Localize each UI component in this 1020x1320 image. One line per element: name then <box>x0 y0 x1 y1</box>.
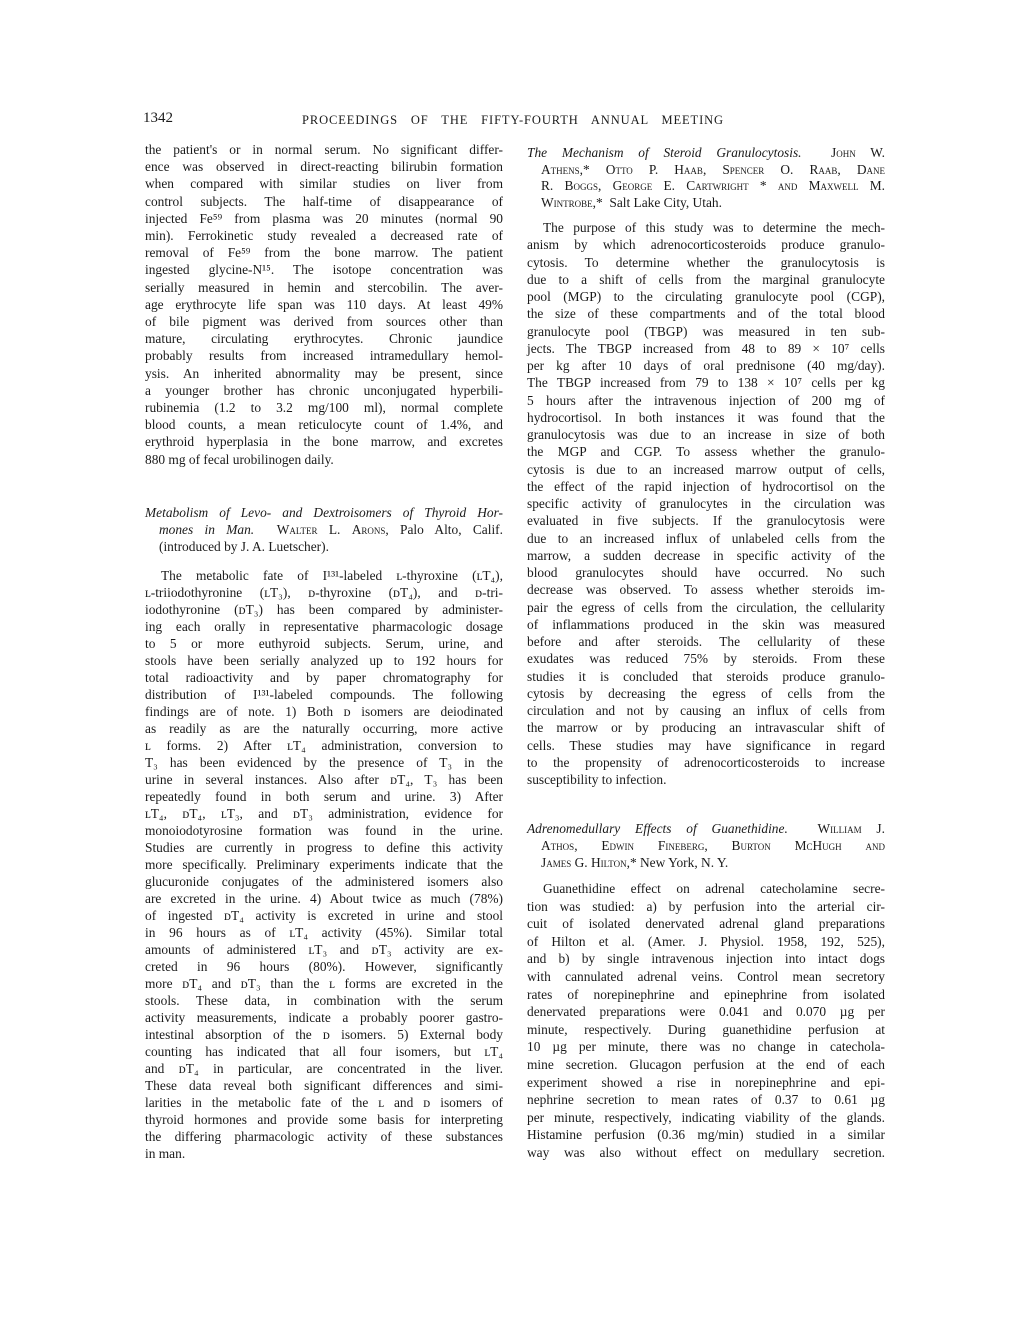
heading-text <box>788 821 818 836</box>
text-line: studies it is concluded that steroids produce granulo- <box>527 668 885 684</box>
text-line: before and after steroids. The cellularity of these <box>527 634 885 649</box>
text-line: per kg after 10 days of oral prednisone (40 mg/day). <box>527 358 885 373</box>
text-line: activity measurements, indicate a probably poorer gastro- <box>145 1010 503 1025</box>
text-line: thyroid hormones and provide some basis for interpreting <box>145 1112 503 1127</box>
running-head: PROCEEDINGS OF THE FIFTY-FOURTH ANNUAL MEETING <box>302 113 724 127</box>
text-line: jects. The TBGP increased from 48 to 89 × 10⁷ cells <box>527 340 885 356</box>
text-line: monoiodotyrosine formation was found in the urine. <box>145 823 503 838</box>
heading-text: L. <box>317 522 352 538</box>
heading-text: ,* <box>579 161 606 177</box>
text-line: to 5 or more euthyroid subjects. Serum, urine, and <box>145 636 503 651</box>
abstract-body-thyroid <box>145 567 503 1162</box>
text-line: cytosis. To determine whether the granulocytosis is <box>527 254 885 270</box>
text-line: ingested glycine-N¹⁵. The isotope concentration was <box>145 262 503 278</box>
abstract-title: The Mechanism of Steroid Granulocytosis. <box>527 145 802 160</box>
abstract-title: Adrenomedullary Effects of Guanethidine. <box>527 821 788 836</box>
text-line: Studies are currently in progress to define this activity <box>145 840 503 855</box>
text-line: more ᴅT₄ and ᴅT₃ than the ʟ forms are excreted in the <box>145 976 503 991</box>
text-line: These data reveal both significant differences and simi- <box>145 1078 503 1093</box>
text-line: cytosis is due to an increased marrow output of cells, <box>527 461 885 477</box>
text-line: in 96 hours as of ʟT₄ activity (45%). Similar total <box>145 925 503 940</box>
text-line: exudates was reduced 75% by steroids. From these <box>527 651 885 667</box>
text-line: serially measured in hemin and stercobilin. The aver- <box>145 279 503 295</box>
text-line: age erythrocyte life span was 110 days. At least 49% <box>145 296 503 312</box>
text-line: hydrocortisol. In both instances it was found that the <box>527 409 885 425</box>
text-line: injected Fe⁵⁹ from plasma was 20 minutes (normal 90 <box>145 210 503 226</box>
text-line: 5 hours after the intravenous injection of 200 mg of <box>527 392 885 408</box>
text-line: repeatedly found in both serum and urine. 3) After <box>145 789 503 804</box>
heading-text: M. <box>858 178 885 194</box>
heading-text: , <box>597 178 613 194</box>
heading-text: ,* Salt Lake City, Utah. <box>592 195 722 211</box>
abstract-body-granulocytosis <box>527 219 885 788</box>
text-line: the MGP and CGP. To assess whether the granulo- <box>527 444 885 460</box>
text-line: erythroid hyperplasia in the bone marrow, and excretes <box>145 434 503 450</box>
heading-text: , <box>837 161 857 177</box>
text-line: circulation and not by causing an influx of cells from <box>527 703 885 718</box>
text-line: granulocytosis was due to an increase in size of both <box>527 427 885 442</box>
text-line: due to a shift of cells from the marginal granulocyte <box>527 271 885 287</box>
text-line: way was also without effect on medullary secretion. <box>527 1144 885 1160</box>
heading-text: O. <box>764 161 810 177</box>
heading-line <box>145 521 503 538</box>
heading-text <box>254 522 277 537</box>
text-line: control subjects. The half-time of disappearance of <box>145 193 503 209</box>
author-name: Cartwright <box>686 178 749 194</box>
text-line: when compared with similar studies on liver from <box>145 176 503 192</box>
text-line: and b) by single intravenous injection into intact dogs <box>527 951 885 967</box>
text-line: intestinal absorption of the ᴅ isomers. 5) External body <box>145 1027 503 1042</box>
text-line: pool (MGP) to the circulating granulocyte pool (CGP), <box>527 289 885 304</box>
heading-line <box>527 162 885 179</box>
text-line: blood counts, a mean reticulocyte count of 1.4%, and <box>145 417 503 433</box>
text-line: in man. <box>145 1146 186 1161</box>
text-line: urine in several instances. Also after ᴅT₄, T₃ has been <box>145 772 503 787</box>
text-line: The metabolic fate of I¹³¹-labeled ʟ-thyroxine (ʟT₄), <box>161 568 503 583</box>
heading-text: , <box>704 838 732 853</box>
text-line: mine secretion. Glucagon perfusion at the end of each <box>527 1056 885 1072</box>
heading-text: , Palo Alto, Calif. <box>385 522 503 538</box>
text-line: mature, circulating erythrocytes. Chronic jaundice <box>145 331 503 347</box>
text-line: removal of Fe⁵⁹ from the bone marrow. The patient <box>145 245 503 261</box>
text-line: tion was studied: a) by perfusion into the arterial cir- <box>527 898 885 914</box>
heading-text: J. <box>861 821 885 836</box>
heading-text: W. <box>855 145 886 160</box>
continued-paragraph <box>145 141 503 468</box>
text-line: experiment showed a rise in norepinephrine and epi- <box>527 1074 885 1090</box>
text-line: the size of these compartments and of the total blood <box>527 306 885 322</box>
text-line: distribution of I¹³¹-labeled compounds. The following <box>145 687 503 702</box>
abstract-title: Metabolism of Levo- and Dextroisomers of Thyroid Hor- <box>145 505 503 520</box>
text-line: 880 mg of fecal urobilinogen daily. <box>145 451 334 467</box>
text-line: anism by which adrenocorticosteroids produce granulo- <box>527 237 885 253</box>
text-line: ʟT₄, ᴅT₄, ʟT₃, and ᴅT₃ administration, evidence for <box>145 806 503 821</box>
heading-text: (introduced by J. A. Luetscher). <box>159 539 329 555</box>
author-name: Boggs <box>564 178 598 194</box>
text-line: creted in 96 hours (80%). However, significantly <box>145 959 503 974</box>
heading-line <box>145 504 503 521</box>
text-line: of bile pigment was derived from sources other than <box>145 314 503 330</box>
text-line: a younger brother has chronic unconjugated hyperbili- <box>145 382 503 398</box>
text-line: rates of norepinephrine and epinephrine from isolated <box>527 986 885 1002</box>
heading-text: * <box>748 178 778 194</box>
text-line: Histamine perfusion (0.36 mg/min) studied in a similar <box>527 1127 885 1143</box>
text-line: the effect of the rapid injection of hydrocortisol on the <box>527 478 885 494</box>
text-line: are excreted in the urine. 4) About twice as much (78%) <box>145 891 503 906</box>
author-name: Athens <box>541 161 580 177</box>
text-line: stools. These data, in combination with the serum <box>145 993 503 1008</box>
text-line: evaluated in five subjects. If the granulocytosis were <box>527 513 885 529</box>
heading-text <box>802 145 831 160</box>
author-name: Haab <box>674 161 703 177</box>
heading-line <box>145 538 503 555</box>
author-name: Walter <box>276 522 318 538</box>
text-line: larities in the metabolic fate of the ʟ and ᴅ isomers of <box>145 1095 503 1110</box>
abstract-heading-thyroid <box>145 504 503 556</box>
text-line: due to an increased influx of unlabeled cells from the <box>527 530 885 546</box>
text-line: decrease was observed. To assess whether steroids im- <box>527 582 885 598</box>
text-line: 10 µg per minute, there was no change in catechola- <box>527 1039 885 1055</box>
text-line: total radioactivity and by paper chromatography for <box>145 670 503 685</box>
author-name: William <box>817 821 862 836</box>
text-line: marrow, a sudden decrease in specific activity of the <box>527 547 885 563</box>
text-line: probably results from increased intramedullary hemol- <box>145 348 503 364</box>
text-line: counting has indicated that all four isomers, but ʟT₄ <box>145 1044 503 1059</box>
text-line: granulocyte pool (TBGP) was measured in ten sub- <box>527 323 885 339</box>
heading-line <box>527 837 885 854</box>
text-line: The purpose of this study was to determine the mech- <box>543 220 885 235</box>
text-line: T₃ has been evidenced by the presence of T₃ in the <box>145 755 503 770</box>
text-line: ing each orally in representative pharmacologic dosage <box>145 619 503 634</box>
heading-text: E. <box>652 178 687 194</box>
text-line: ysis. An inherited abnormality may be present, since <box>145 365 503 381</box>
text-line: of ingested ᴅT₄ activity is excreted in urine and stool <box>145 908 503 923</box>
heading-text: , <box>702 161 723 177</box>
text-line: stools have been serially analyzed up to 192 hours for <box>145 653 503 668</box>
text-line: cytosis by decreasing the egress of cells from the <box>527 685 885 701</box>
heading-line <box>527 820 885 837</box>
text-line: findings are of note. 1) Both ᴅ isomers are deiodinated <box>145 704 503 719</box>
heading-line <box>527 145 885 162</box>
text-line: of Hilton et al. (Amer. J. Physiol. 1958, 192, 525), <box>527 933 885 949</box>
text-line: iodothyronine (ᴅT₃) has been compared by administer- <box>145 602 503 617</box>
text-line: rubinemia (1.2 to 3.2 mg/100 ml), normal complete <box>145 400 503 416</box>
text-line: the marrow or by producing an intravascular shift of <box>527 720 885 736</box>
author-name: and Maxwell <box>777 178 859 194</box>
heading-line <box>527 854 885 871</box>
text-line: The TBGP increased from 79 to 138 × 10⁷ cells per kg <box>527 375 885 391</box>
text-line: cells. These studies may have significance in regard <box>527 737 885 753</box>
abstract-heading-guanethidine <box>527 820 885 871</box>
author-name: Raab <box>809 161 838 177</box>
abstract-title: mones in Man. <box>159 522 255 538</box>
text-line: minute, respectively. During guanethidine perfusion at <box>527 1021 885 1037</box>
heading-text: ,* New York, N. Y. <box>626 855 729 870</box>
text-line: susceptibility to infection. <box>527 772 667 787</box>
author-name: Edwin Fineberg <box>601 838 705 853</box>
text-line: ʟ forms. 2) After ʟT₄ administration, conversion to <box>145 738 503 753</box>
author-name: Hilton <box>590 855 627 870</box>
author-name: Arons <box>351 522 386 538</box>
text-line: the differing pharmacologic activity of these substances <box>145 1129 503 1144</box>
author-name: Otto <box>605 161 633 177</box>
text-line: ʟ-triiodothyronine (ʟT₃), ᴅ-thyroxine (ᴅT₄), and ᴅ-tri- <box>145 585 503 600</box>
text-line: pair the egress of cells from the circulation, the cellularity <box>527 599 885 615</box>
text-line: to the propensity of adrenocorticosteroids to increase <box>527 754 885 770</box>
text-line: nephrine secretion to mean rates of 0.37 to 0.61 µg <box>527 1092 885 1108</box>
text-line: with cannulated adrenal veins. Control mean secretory <box>527 968 885 984</box>
text-line: Guanethidine effect on adrenal catecholamine secre- <box>543 881 885 896</box>
heading-line <box>527 195 885 212</box>
text-line: denervated preparations were 0.041 and 0.070 µg per <box>527 1004 885 1020</box>
heading-text: , <box>574 838 602 853</box>
text-line: amounts of administered ʟT₃ and ᴅT₃ activity are ex- <box>145 942 503 957</box>
author-name: Burton McHugh and <box>731 838 885 853</box>
text-line: per minute, respectively, indicating viability of the glands. <box>527 1109 885 1125</box>
page-number: 1342 <box>143 110 173 126</box>
abstract-heading-granulocytosis <box>527 145 885 212</box>
text-line: glucuronide conjugates of the administered isomers also <box>145 874 503 889</box>
heading-text: G. <box>571 855 591 870</box>
heading-text: R. <box>541 178 565 194</box>
author-name: Athos <box>541 838 575 853</box>
author-name: John <box>831 145 856 160</box>
author-name: Dane <box>856 161 885 177</box>
text-line: and ᴅT₄ in particular, are concentrated in the liver. <box>145 1061 503 1076</box>
heading-line <box>527 178 885 195</box>
text-line: specific activity of granulocytes in the circulation was <box>527 496 885 511</box>
text-line: more specifically. Preliminary experiments indicate that the <box>145 857 503 872</box>
author-name: James <box>541 855 572 870</box>
author-name: George <box>612 178 653 194</box>
text-line: min). Ferrokinetic study revealed a decreased rate of <box>145 228 503 244</box>
author-name: Spencer <box>722 161 765 177</box>
text-line: as readily as are the naturally occurring, more active <box>145 721 503 736</box>
abstract-body-guanethidine <box>527 880 885 1162</box>
author-name: Wintrobe <box>541 195 593 211</box>
text-line: the patient's or in normal serum. No significant differ- <box>145 142 503 157</box>
text-line: cuit of isolated denervated adrenal gland preparations <box>527 916 885 932</box>
text-line: of inflammations produced in the skin was measured <box>527 616 885 632</box>
text-line: ence was observed in direct-reacting bilirubin formation <box>145 159 503 175</box>
heading-text: P. <box>632 161 675 177</box>
text-line: blood granulocytes should have occurred. No such <box>527 565 885 580</box>
